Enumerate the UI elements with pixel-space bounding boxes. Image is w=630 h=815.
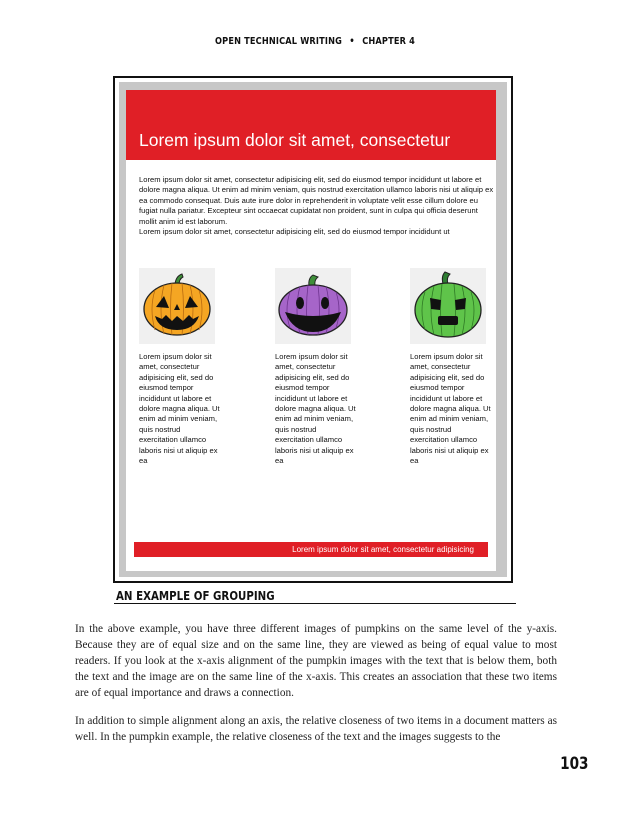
body-paragraph-1: In the above example, you have three different images of pumpkins on the same level of the y-axis. Because they are of equal size and on the same line, they are viewed as being of equal value to most readers. If you look at the x-axis alignment of the pumpkin images with the text that is below them, both the text and the image are on the same line of the x-axis. This creates an association that these two items are of equal importance and draws a connection. bbox=[75, 623, 557, 699]
pumpkin-caption-1: Lorem ipsum dolor sit amet, consectetur adipisicing elit, sed do eiusmod tempor incididunt ut labore et dolore magna aliqua. Ut enim ad minim veniam, quis nostrud exercitation ullamco laboris nisi ut aliquip ex ea bbox=[139, 352, 220, 466]
chapter-label: CHAPTER 4 bbox=[362, 36, 415, 47]
smiling-pumpkin-icon bbox=[275, 268, 351, 344]
pumpkin-caption-2: Lorem ipsum dolor sit amet, consectetur adipisicing elit, sed do eiusmod tempor incididunt ut labore et dolore magna aliqua. Ut enim ad minim veniam, quis nostrud exercitation ullamco laboris nisi ut aliquip ex ea bbox=[275, 352, 356, 466]
header-separator: • bbox=[349, 36, 355, 47]
jack-o-lantern-icon bbox=[139, 268, 215, 344]
book-title: OPEN TECHNICAL WRITING bbox=[215, 36, 343, 47]
orange-pumpkin-image bbox=[139, 268, 215, 344]
mock-banner: Lorem ipsum dolor sit amet, consectetur bbox=[126, 90, 496, 160]
grouping-example-figure bbox=[113, 76, 513, 583]
purple-pumpkin-image bbox=[275, 268, 351, 344]
scared-pumpkin-icon bbox=[410, 268, 486, 344]
pumpkin-caption-3: Lorem ipsum dolor sit amet, consectetur adipisicing elit, sed do eiusmod tempor incididunt ut labore et dolore magna aliqua. Ut enim ad minim veniam, quis nostrud exercitation ullamco laboris nisi ut aliquip ex ea bbox=[410, 352, 491, 466]
running-header bbox=[57, 36, 574, 47]
green-pumpkin-image bbox=[410, 268, 486, 344]
figure-background bbox=[119, 82, 507, 577]
mock-intro-line: Lorem ipsum dolor sit amet, consectetur adipisicing elit, sed do eiusmod tempor incididunt ut bbox=[139, 227, 450, 237]
heading-rule bbox=[114, 603, 516, 604]
mock-intro-paragraph: Lorem ipsum dolor sit amet, consectetur adipisicing elit, sed do eiusmod tempor incididunt ut labore et dolore magna aliqua. Ut enim ad minim veniam, quis nostrud exercitation ullamco laboris nisi ut aliquip ex ea commodo consequat. Duis aute irure dolor in reprehenderit in voluptate velit esse cillum dolore eu fugiat nulla pariatur. Excepteur sint occaecat cupidatat non proident, sunt in culpa qui officia deserunt mollit anim id est laborum. bbox=[139, 175, 494, 226]
section-heading: AN EXAMPLE OF GROUPING bbox=[116, 588, 275, 603]
page-number: 103 bbox=[559, 754, 588, 774]
mock-page bbox=[126, 90, 496, 571]
body-paragraph-2: In addition to simple alignment along an axis, the relative closeness of two items in a document matters as well. In the pumpkin example, the relative closeness of the text and the images suggests to the bbox=[75, 715, 557, 743]
mock-footer-bar: Lorem ipsum dolor sit amet, consectetur adipisicing bbox=[134, 542, 488, 557]
mock-intro-text bbox=[139, 175, 495, 237]
